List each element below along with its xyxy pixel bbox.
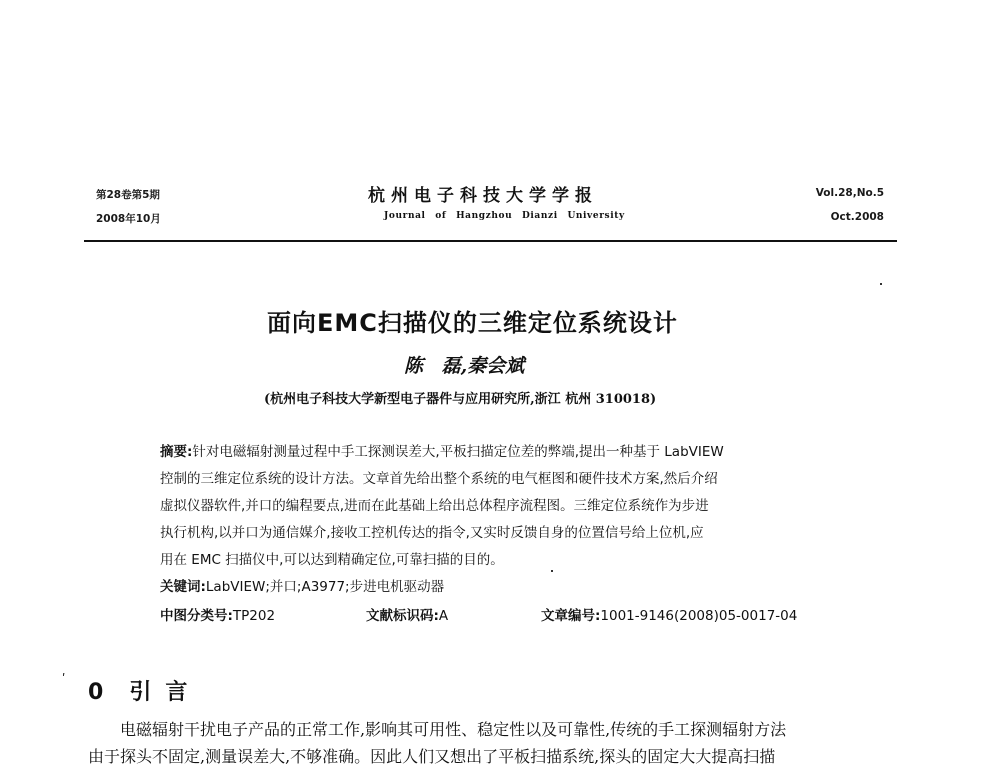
volume-issue-cn: 第28卷第5期: [96, 189, 160, 201]
abstract-line: 控制的三维定位系统的设计方法。文章首先给出整个系统的电气框图和硬件技术方案,然后介绍: [160, 471, 718, 487]
journal-title-en: Journal of Hangzhou Dianzi University: [384, 211, 625, 221]
keywords-value: LabVIEW;并口;A3977;步进电机驱动器: [205, 579, 445, 595]
keywords-label: 关键词:: [160, 579, 206, 595]
clc-label: 中图分类号:: [160, 608, 233, 624]
paper-authors: 陈 磊,秦会斌: [404, 355, 525, 377]
body-paragraph-line: 电磁辐射干扰电子产品的正常工作,影响其可用性、稳定性以及可靠性,传统的手工探测辐射方法: [120, 720, 787, 739]
abstract-line: [160, 442, 724, 462]
paper-affiliation: (杭州电子科技大学新型电子器件与应用研究所,浙江 杭州 310018): [264, 392, 657, 407]
journal-title-cn: 杭州电子科技大学学报: [368, 186, 598, 206]
doc-label: 文献标识码:: [366, 608, 439, 624]
scan-speck: [880, 283, 882, 285]
date-cn: 2008年10月: [96, 213, 161, 225]
document-code: [366, 606, 448, 626]
abstract-label: 摘要:: [160, 444, 193, 460]
section-heading: [88, 675, 201, 706]
scan-mark: ʹ: [62, 672, 66, 686]
abstract-line: 虚拟仪器软件,并口的编程要点,进而在此基础上给出总体程序流程图。三维定位系统作为步进: [160, 498, 709, 514]
abstract-line: 用在 EMC 扫描仪中,可以达到精确定位,可靠扫描的目的。: [160, 552, 504, 568]
article-label: 文章编号:: [541, 608, 601, 624]
abstract-line: 执行机构,以并口为通信媒介,接收工控机传达的指令,又实时反馈自身的位置信号给上位机,应: [160, 525, 704, 541]
keywords: [160, 577, 444, 597]
section-title: 引言: [129, 680, 202, 705]
paper-title: 面向EMC扫描仪的三维定位系统设计: [267, 309, 678, 337]
article-number: [541, 606, 797, 626]
scan-speck: [551, 570, 553, 572]
volume-issue-en: Vol.28,No.5: [815, 187, 884, 199]
doc-value: A: [438, 608, 449, 624]
section-number: 0: [88, 680, 118, 705]
body-paragraph-line: 由于探头不固定,测量误差大,不够准确。因此人们又想出了平板扫描系统,探头的固定大大提高扫描: [88, 747, 776, 766]
article-value: 1001-9146(2008)05-0017-04: [600, 608, 798, 624]
abstract-text: 针对电磁辐射测量过程中手工探测误差大,平板扫描定位差的弊端,提出一种基于 LabVIEW: [192, 444, 724, 460]
header-rule: [84, 240, 897, 242]
clc-number: [160, 606, 275, 626]
date-en: Oct.2008: [830, 211, 884, 223]
clc-value: TP202: [232, 608, 276, 624]
